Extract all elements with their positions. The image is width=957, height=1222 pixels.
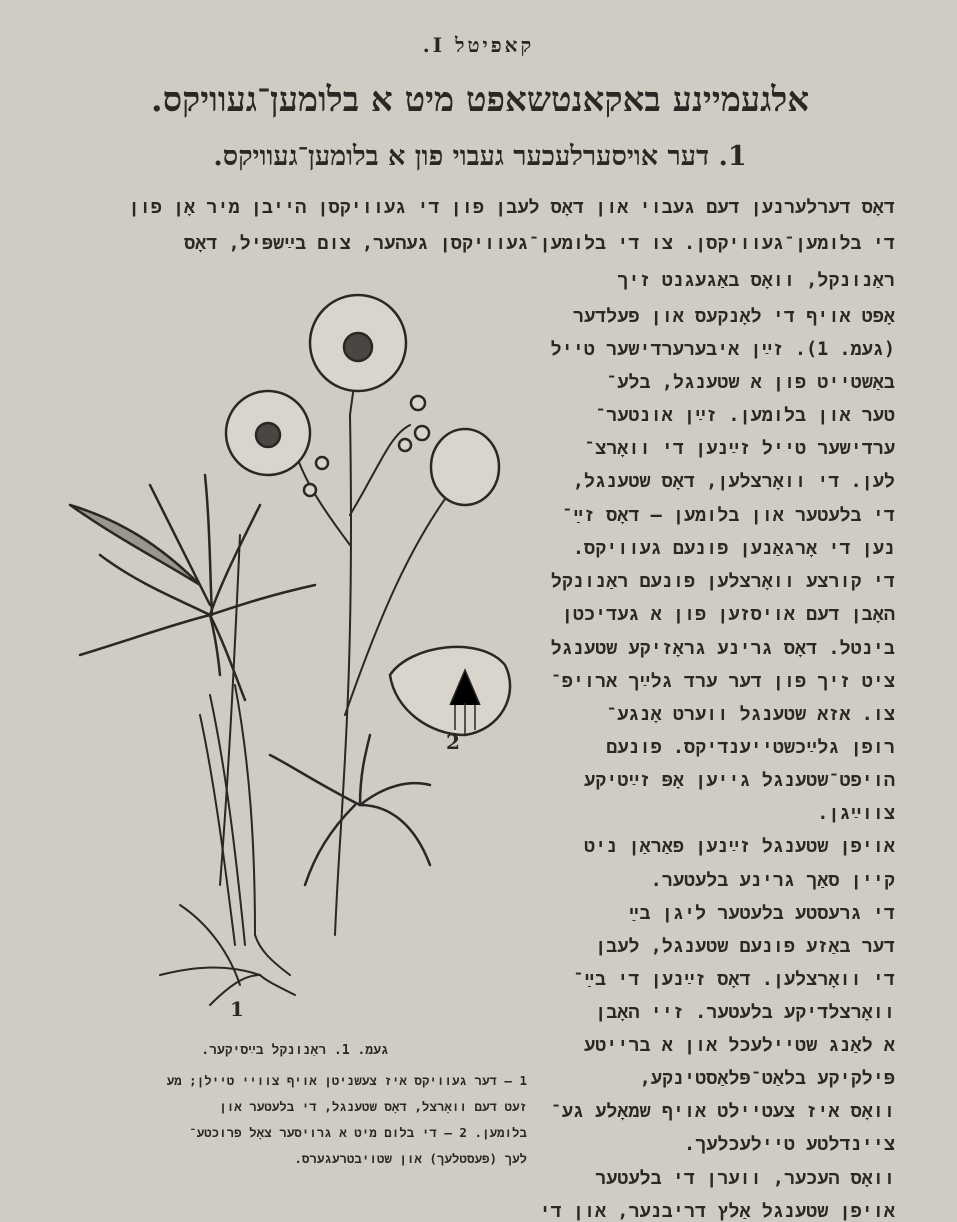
text-line: צו. אזא שטענגל ווערט אָנגע־ xyxy=(606,704,895,725)
text-line: די קורצע וואָרצלען פונעם ראַנונקל xyxy=(550,571,895,592)
page-title: אלגעמיינע באקאנטשאפט מיט א בלומען־געוויקס. xyxy=(150,80,810,120)
text-line: די גרעסטע בלעטער ליגן בײַ xyxy=(628,903,895,924)
text-line: וואָס העכער, ווערן די בלעטער xyxy=(595,1168,895,1189)
text-line: לען. די וואָרצלען, דאָס שטענגל, xyxy=(572,471,895,492)
text-line: אָפט אויף די לאָנקעס און פעלדער xyxy=(572,306,895,327)
flower-bud xyxy=(431,429,499,505)
text-line: צווײַגן. xyxy=(817,803,895,824)
text-line: די בלעטער און בלומען — דאָס זײַ־ xyxy=(561,505,895,526)
text-line: וואָס איז צעטיילט אויף שמאָלע גע־ xyxy=(550,1101,895,1122)
text-line: בינטל. דאָס גרינע גראָזיקע שטענגל xyxy=(550,638,895,659)
text-line: ערדישער טייל זײַנען די וואָרצ־ xyxy=(584,438,895,459)
text-line: (געמ. 1). זײַן איבערערדישער טייל xyxy=(550,339,895,360)
text-line: הויפט־שטענגל גייען אָפּ זײַטיקע xyxy=(584,770,895,791)
flower-stem xyxy=(335,345,358,935)
text-line: א לאַנג שטיילעכל און א ברייטע xyxy=(583,1035,895,1056)
text-line: פּילקיקע בלאַט־פּלאַסטינקע, xyxy=(639,1068,895,1089)
figure-caption-title: געמ. 1. ראַנונקל בײַסיקער. xyxy=(201,1043,389,1058)
text-line: אויפן שטענגל זײַנען פאַראַן ניט xyxy=(584,836,895,857)
figure-caption-line: לעך (פעסטלעך) און שטויבטרעגערס. xyxy=(294,1151,527,1166)
figure-caption-line: זעט דעם וואָרצל, דאָס שטענגל, די בלעטער און xyxy=(219,1099,527,1114)
text-line: די בלומען־געוויקסן. צו די בלומען־געוויקסן געהער, צום בײַשפּיל, דאָס xyxy=(184,233,895,254)
text-line: רופן גלײַכשטייענדיקס. פונעם xyxy=(606,737,895,758)
buttercup-illustration xyxy=(60,285,530,1025)
figure-number-detail: 2 xyxy=(446,730,460,754)
text-line: אויפן שטענגל אַלץ דריבנער, און די xyxy=(539,1201,895,1222)
figure-caption-line: 1 — דער געוויקס איז צעשניטן אויף צוויי טיילן; מע xyxy=(166,1073,527,1088)
text-line: וואָרצלדיקע בלעטער. זיי האָבן xyxy=(595,1002,895,1023)
text-line: ציט זיך פון דער ערד גלײַך ארויפ־ xyxy=(550,671,895,692)
text-line: נען די אָרגאַנען פונעם געוויקס. xyxy=(572,538,895,559)
text-line: די וואָרצלען. דאָס זײַנען די בײַ־ xyxy=(572,969,895,990)
text-line: קיין סאַך גרינע בלעטער. xyxy=(650,870,895,891)
chapter-heading: קאפיטל I. xyxy=(422,33,535,57)
text-line: דאָס דערלערנען דעם געבוי און דאָס לעבן פון די געוויקסן הייבן מיר אָן פון xyxy=(128,197,895,218)
flower-detail xyxy=(390,647,510,735)
figure-caption-line: בלומען. 2 — די בלום מיט א גרויסער צאָל פרוכטע־ xyxy=(189,1125,527,1140)
figure-number-main: 1 xyxy=(230,997,244,1021)
text-line: ראַנונקל, וואָס באַגעגנט זיך xyxy=(617,270,895,291)
section-heading: 1. דער אויסערלעכער געבוי פון א בלומען־געוויקס. xyxy=(213,141,747,172)
text-line: דער באַזע פונעם שטענגל, לעבן xyxy=(595,936,895,957)
text-line: האָבן דעם אויסזען פון א געדיכטן xyxy=(561,604,895,625)
text-line: באַשטייט פון א שטענגל, בלע־ xyxy=(606,372,895,393)
main-stem xyxy=(220,535,240,885)
text-line: טער און בלומען. זײַן אונטער־ xyxy=(595,405,895,426)
text-line: ציינדלטע טיילעכלעך. xyxy=(683,1134,895,1155)
